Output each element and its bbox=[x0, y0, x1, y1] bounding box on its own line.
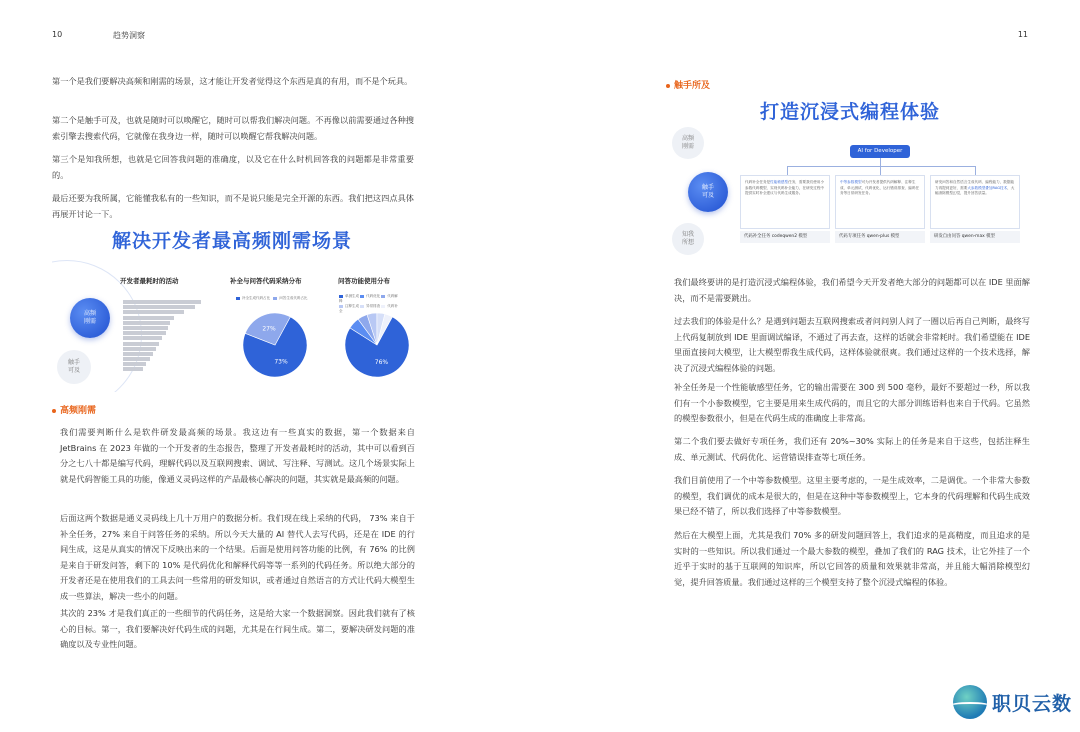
brand-logo-icon bbox=[953, 685, 987, 719]
paragraph: 第一个是我们要解决高频和刚需的场景，这才能让开发者觉得这个东西是真的有用，而不是个玩具。 bbox=[52, 76, 413, 86]
legend-label: 补全生成代码占比 bbox=[242, 296, 270, 300]
paragraph: 后面这两个数据是通义灵码线上几十万用户的数据分析。我们现在线上采纳的代码， 73% 来自于补全任务，27% 来自于问答任务的采纳。所以今天大量的 AI 替代人去写代码，还是在 IDE 的行间生成，这是从真实的情况下反映出来的一个结果。后面是使用问答功能的比例，有 76% 的比例是来自于研发问答，剩下的 10% 是代码优化和解释代码等等一系列的代码任务。所以绝大部分的开发者还是在使用我们的工具去问一些常用的研发知识，或者通过自然语言的方式让代码大模型生成一些算法，解决一些小的问题。 bbox=[60, 513, 415, 601]
bar bbox=[123, 326, 168, 330]
paragraph: 我们需要判断什么是软件研发最高频的场景。我这边有一些真实的数据，第一个数据来自 JetBrains 在 2023 年做的一个开发者的生态报告，整理了开发者最耗时的活动，其中可以看到百分之七八十都是编写代码，理解代码以及互联网搜索、调试、写注释、写测试。这几个场景实际上就是代码智能工具的功能，像通义灵码这样的产品最核心解决的问题，其实就是最高频的问题。 bbox=[60, 427, 415, 484]
figure-title: 解决开发者最高频刚需场景 bbox=[111, 230, 352, 252]
model-label: 代码补全任务 codeqwen2 模型 bbox=[740, 231, 830, 243]
paragraph: 最后还要为我所属，它能懂我私有的一些知识，而不是说只能是完全开源的东西。我们把这四点具体再展开讨论一下。 bbox=[52, 193, 414, 219]
figure-high-frequency-needs bbox=[52, 220, 412, 392]
ai-for-developer-tag: AI for Developer bbox=[850, 145, 910, 158]
model-label: 研发自由问答 qwen-max 模型 bbox=[930, 231, 1020, 243]
node-high-frequency: 高频 刚需 bbox=[70, 298, 110, 338]
section-heading bbox=[52, 403, 96, 416]
legend-label: 代码解释 bbox=[339, 294, 398, 303]
legend-label: 代码补全 bbox=[339, 304, 398, 313]
bar bbox=[123, 352, 153, 356]
running-header: 趋势洞察 bbox=[113, 31, 145, 40]
chart-title: 开发者最耗时的活动 bbox=[120, 277, 179, 285]
bullet-dot-icon bbox=[52, 409, 56, 413]
bar-row bbox=[123, 362, 203, 366]
connector-line bbox=[975, 166, 976, 175]
paragraph: 第二个我们要去做好专项任务，我们还有 20%~30% 实际上的任务是来自于这些，包括注释生成、单元测试、代码优化、运营错误排查等七项任务。 bbox=[674, 436, 1030, 462]
pie-label: 73% bbox=[274, 358, 288, 366]
node-accessible: 触手 可及 bbox=[688, 172, 728, 212]
paragraph: 补全任务是一个性能敏感型任务，它的输出需要在 300 到 500 毫秒，最好不要超过一秒，所以我们有一个小参数模型，它主要是用来生成代码的，而且它的大部分训练语料也来自于代码。它虽然的模型参数很小，但是在代码生成的准确度上非常高。 bbox=[674, 382, 1030, 423]
legend-label: 问答生成代码占比 bbox=[279, 296, 308, 300]
bar bbox=[123, 310, 184, 314]
paragraph: 我们目前使用了一个中等参数模型。这里主要考虑的，一是生成效率，二是调优。一个非常大参数的模型，我们调优的成本是很大的，但是在这种中等参数模型上，它本身的代码理解和代码生成效果已经不错了，所以我们选择了中等参数模型。 bbox=[674, 475, 1030, 516]
paragraph: 其次的 23% 才是我们真正的一些细节的代码任务，这是给大家一个数据洞察。因此我们就有了核心的目标。第一，我们要解决好代码生成的问题，尤其是在行间生成。第二，要解决研发问题的准确度以及专业性问题。 bbox=[60, 608, 415, 649]
pie-label: 27% bbox=[262, 325, 276, 333]
brand-name: 职贝云数 bbox=[991, 692, 1072, 715]
bar-row bbox=[123, 305, 203, 309]
figure-title: 打造沉浸式编程体验 bbox=[760, 101, 941, 123]
bar bbox=[123, 336, 162, 340]
bar-row bbox=[123, 357, 203, 361]
bullet-dot-icon bbox=[666, 84, 670, 88]
bar bbox=[123, 362, 146, 366]
chart-legend bbox=[236, 296, 307, 301]
bar-row bbox=[123, 342, 203, 346]
legend-label: 注释生成 bbox=[345, 304, 359, 308]
paragraph: 第二个是触手可及，也就是随时可以唤醒它，随时可以帮我们解决问题。不再像以前需要通过各种搜索引擎去搜索代码，它就像在我身边一样，随时可以唤醒它帮我解决问题。 bbox=[52, 115, 414, 141]
bar-row bbox=[123, 367, 203, 371]
paragraph: 我们最终要讲的是打造沉浸式编程体验，我们希望今天开发者绝大部分的问题都可以在 IDE 里面解决，而不是需要跳出。 bbox=[674, 277, 1030, 303]
section-title: 触手所及 bbox=[674, 81, 711, 91]
legend-label: 代码优化 bbox=[366, 294, 381, 298]
connector-line bbox=[880, 166, 881, 175]
pie-chart-adoption bbox=[240, 310, 310, 380]
model-box: 代码补全任务是性能敏感型任务，需要我们使用小参数代码模型，实现代码补全能力，在研发过程中提供实时补全建议与代码生成服务。 bbox=[740, 175, 830, 229]
bar bbox=[123, 316, 174, 320]
bar-chart-time-consuming bbox=[123, 300, 203, 373]
page-number: 11 bbox=[1017, 30, 1028, 39]
legend-label: 异常排查 bbox=[366, 304, 381, 308]
bar bbox=[123, 342, 159, 346]
chart-title: 补全与问答代码采纳分布 bbox=[230, 277, 302, 285]
bar-row bbox=[123, 321, 203, 325]
chart-title: 问答功能使用分布 bbox=[338, 277, 390, 285]
bar-row bbox=[123, 310, 203, 314]
paragraph: 过去我们的体验是什么？是遇到问题去互联网搜索或者问问别人问了一圈以后再自己判断，最终写上代码复制放到 IDE 里面调试编译，不通过了再去查，这样的话就会非常耗时。我们希望能在 IDE 里面直接问大模型，让大模型帮我生成代码，这样体验就很爽。我们通过这样的一个技术选择，解决了沉浸式编程体验的问题。 bbox=[674, 316, 1030, 373]
model-box: 研发问答和自然语言生成代码、编程能力，数据能力再提到更好，需要大参数模型叠加RAG技术，大幅消除模型幻觉，提升回答质量。 bbox=[930, 175, 1020, 229]
bar bbox=[123, 331, 166, 335]
connector-line bbox=[880, 158, 881, 166]
pie-label: 76% bbox=[374, 359, 389, 367]
model-box: 中等参数模型可为开发者提供代码解释、注释生成、单元测试、代码优化、运行错误排查、编码任务等日常研发任务。 bbox=[835, 175, 925, 229]
node-accessible: 触手 可及 bbox=[57, 350, 91, 384]
pie-chart-qa-usage bbox=[342, 310, 412, 380]
bar-row bbox=[123, 316, 203, 320]
bar bbox=[123, 321, 170, 325]
model-label: 代码专项任务 qwen-plus 模型 bbox=[835, 231, 925, 243]
bar-row bbox=[123, 326, 203, 330]
connector-line bbox=[787, 166, 788, 175]
bar-row bbox=[123, 331, 203, 335]
connector-line bbox=[787, 166, 975, 167]
bar bbox=[123, 367, 143, 371]
node-high-frequency: 高频 刚需 bbox=[672, 127, 704, 159]
figure-immersive-coding bbox=[660, 95, 1030, 265]
bar-row bbox=[123, 347, 203, 351]
bar bbox=[123, 305, 195, 309]
legend-label: 单测生成 bbox=[345, 294, 359, 298]
section-heading bbox=[666, 78, 710, 91]
bar bbox=[123, 300, 201, 304]
page-number: 10 bbox=[52, 30, 63, 39]
bar bbox=[123, 347, 156, 351]
bar-row bbox=[123, 300, 203, 304]
bar-row bbox=[123, 352, 203, 356]
bar-row bbox=[123, 336, 203, 340]
paragraph: 第三个是知我所想，也就是它回答我问题的准确度，以及它在什么时机回答我的问题都是非常重要的。 bbox=[52, 154, 414, 180]
brand-watermark bbox=[953, 684, 1072, 720]
node-know-my-mind: 知我 所想 bbox=[672, 223, 704, 255]
paragraph: 然后在大模型上面，尤其是我们 70% 多的研发问题回答上，我们追求的是高精度，而且追求的是实时的一些知识。所以我们通过一个最大参数的模型，叠加了我们的 RAG 技术，让它外挂了一个近乎于实时的基于互联网的知识库，所以它回答的质量和效果就非常高，并且能大幅消除模型幻觉，提升回答质量。我们通过这样的三个模型支持了整个沉浸式编程的体验。 bbox=[674, 530, 1030, 587]
section-title: 高频刚需 bbox=[60, 406, 97, 416]
bar bbox=[123, 357, 150, 361]
